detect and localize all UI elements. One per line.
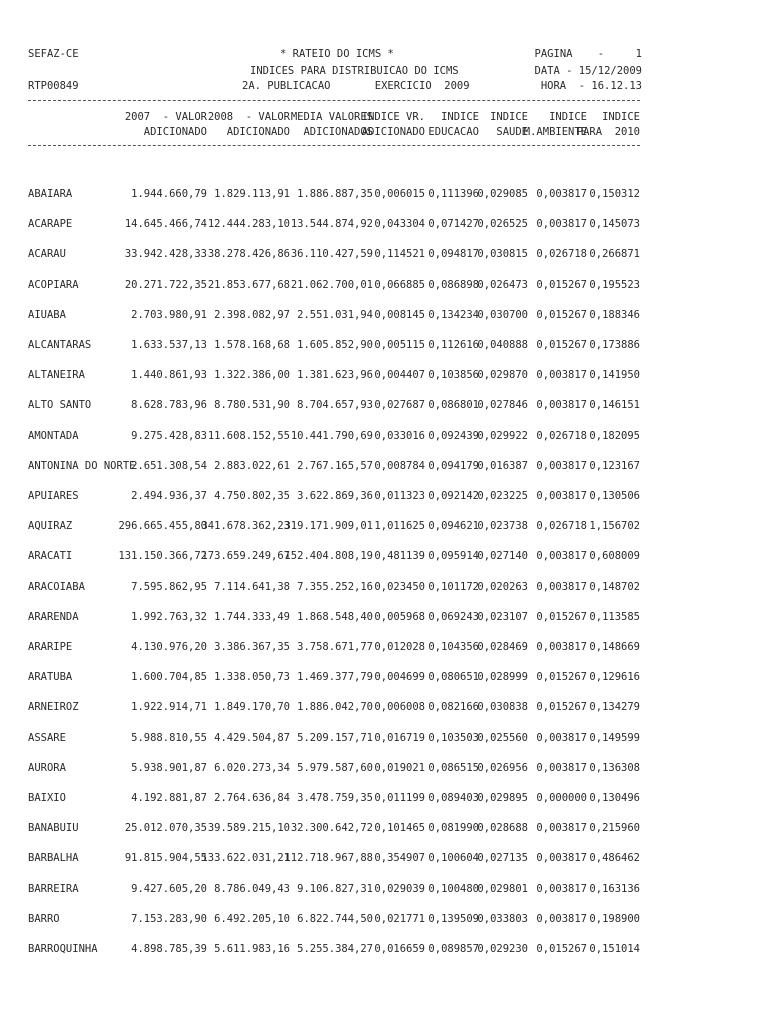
table-cell: 7.595.862,95 — [131, 581, 207, 593]
table-cell: 0,066885 — [374, 279, 425, 291]
table-cell: 0,043304 — [374, 218, 425, 230]
table-cell: 2.551.031,94 — [297, 309, 373, 321]
table-cell: 1.381.623,96 — [297, 369, 373, 381]
table-row — [28, 762, 640, 776]
table-cell: 0,028688 — [477, 822, 528, 834]
table-cell: 0,151014 — [589, 943, 640, 955]
table-cell: 1.338.050,73 — [214, 671, 290, 683]
table-cell: 0,030700 — [477, 309, 528, 321]
table-cell: 0,016387 — [477, 460, 528, 472]
table-cell: 0,354907 — [374, 852, 425, 864]
table-cell: 2.764.636,84 — [214, 792, 290, 804]
table-cell: 0,019021 — [374, 762, 425, 774]
table-cell: 1.992.763,32 — [131, 611, 207, 623]
table-cell: 0,104356 — [428, 641, 479, 653]
table-row — [28, 671, 640, 685]
table-cell: 0,026525 — [477, 218, 528, 230]
column-header-line-1: INDICE — [441, 111, 479, 123]
table-cell: 0,134234 — [428, 309, 479, 321]
table-cell: 3.758.671,77 — [297, 641, 373, 653]
table-row — [28, 218, 640, 232]
table-cell: 3.478.759,35 — [297, 792, 373, 804]
table-cell: 0,015267 — [536, 701, 587, 713]
municipality-name: ARARENDA — [28, 611, 79, 623]
table-row — [28, 641, 640, 655]
table-cell: 1.600.704,85 — [131, 671, 207, 683]
table-cell: 0,027135 — [477, 852, 528, 864]
table-cell: 4.429.504,87 — [214, 732, 290, 744]
table-cell: 9.106.827,31 — [297, 883, 373, 895]
table-cell: 133.622.031,21 — [201, 852, 290, 864]
table-cell: 0,130496 — [589, 792, 640, 804]
table-cell: 0,006015 — [374, 188, 425, 200]
table-cell: 0,003817 — [536, 490, 587, 502]
table-cell: 1,156702 — [589, 520, 640, 532]
table-row — [28, 279, 640, 293]
table-cell: 173.659.249,67 — [201, 550, 290, 562]
table-cell: 11.608.152,55 — [207, 430, 290, 442]
table-cell: 1.886.887,35 — [297, 188, 373, 200]
table-cell: 0,112616 — [428, 339, 479, 351]
table-cell: 0,029895 — [477, 792, 528, 804]
municipality-name: ACARAPE — [28, 218, 73, 230]
top-divider — [28, 100, 640, 103]
table-cell: 3.386.367,35 — [214, 641, 290, 653]
report-title: * RATEIO DO ICMS * — [280, 48, 394, 60]
table-cell: 4.130.976,20 — [131, 641, 207, 653]
table-cell: 0,015267 — [536, 671, 587, 683]
table-row — [28, 369, 640, 383]
municipality-name: ARACATI — [28, 550, 73, 562]
table-cell: 0,023225 — [477, 490, 528, 502]
header-line-1 — [28, 48, 642, 62]
column-header-line-1: INDICE — [490, 111, 528, 123]
table-cell: 2.494.936,37 — [131, 490, 207, 502]
table-cell: 0,148702 — [589, 581, 640, 593]
table-cell: 8.780.531,90 — [214, 399, 290, 411]
report-subtitle: INDICES PARA DISTRIBUICAO DO ICMS — [250, 65, 459, 77]
table-cell: 4.750.802,35 — [214, 490, 290, 502]
table-cell: 0,011199 — [374, 792, 425, 804]
table-cell: 0,215960 — [589, 822, 640, 834]
municipality-name: ALTANEIRA — [28, 369, 85, 381]
table-cell: 91.815.904,55 — [124, 852, 207, 864]
table-cell: 20.271.722,35 — [124, 279, 207, 291]
municipality-name: ASSARE — [28, 732, 66, 744]
table-cell: 0,608009 — [589, 550, 640, 562]
municipality-name: APUIARES — [28, 490, 79, 502]
table-cell: 0,003817 — [536, 822, 587, 834]
table-cell: 0,003817 — [536, 913, 587, 925]
table-cell: 6.822.744,50 — [297, 913, 373, 925]
table-cell: 21.853.677,68 — [207, 279, 290, 291]
municipality-name: ARACOIABA — [28, 581, 85, 593]
table-cell: 0,015267 — [536, 339, 587, 351]
table-cell: 0,146151 — [589, 399, 640, 411]
table-cell: 1.744.333,49 — [214, 611, 290, 623]
table-cell: 0,069243 — [428, 611, 479, 623]
table-cell: 0,025560 — [477, 732, 528, 744]
column-header-line-2: EDUCACAO — [428, 126, 479, 138]
table-cell: 8.628.783,96 — [131, 399, 207, 411]
table-cell: 131.150.366,72 — [118, 550, 207, 562]
column-header-line-2: PARA 2010 — [576, 126, 640, 138]
table-cell: 112.718.967,88 — [284, 852, 373, 864]
table-cell: 0,003817 — [536, 762, 587, 774]
table-cell: 0,003817 — [536, 188, 587, 200]
municipality-name: BANABUIU — [28, 822, 79, 834]
table-cell: 0,129616 — [589, 671, 640, 683]
table-cell: 0,094621 — [428, 520, 479, 532]
table-cell: 39.589.215,10 — [207, 822, 290, 834]
table-cell: 0,005115 — [374, 339, 425, 351]
table-cell: 0,003817 — [536, 399, 587, 411]
table-row — [28, 188, 640, 202]
table-cell: 0,100604 — [428, 852, 479, 864]
column-header-line-1: INDICE VR. — [361, 111, 425, 123]
table-cell: 25.012.070,35 — [124, 822, 207, 834]
municipality-name: ARATUBA — [28, 671, 73, 683]
column-header — [428, 110, 479, 140]
table-cell: 2.767.165,57 — [297, 460, 373, 472]
table-cell: 0,026718 — [536, 248, 587, 260]
table-cell: 0,011323 — [374, 490, 425, 502]
table-cell: 5.255.384,27 — [297, 943, 373, 955]
table-cell: 0,101172 — [428, 581, 479, 593]
table-row — [28, 792, 640, 806]
table-row — [28, 339, 640, 353]
table-cell: 6.492.205,10 — [214, 913, 290, 925]
municipality-name: BARBALHA — [28, 852, 79, 864]
table-cell: 8.704.657,93 — [297, 399, 373, 411]
municipality-name: BARREIRA — [28, 883, 79, 895]
table-cell: 0,136308 — [589, 762, 640, 774]
table-cell: 2.651.308,54 — [131, 460, 207, 472]
municipality-name: ANTONINA DO NORTE — [28, 460, 136, 472]
table-cell: 0,100480 — [428, 883, 479, 895]
table-row — [28, 611, 640, 625]
table-cell: 4.192.881,87 — [131, 792, 207, 804]
table-cell: 0,000000 — [536, 792, 587, 804]
column-header — [362, 110, 425, 140]
table-cell: 0,015267 — [536, 611, 587, 623]
table-cell: 0,003817 — [536, 852, 587, 864]
table-cell: 5.938.901,87 — [131, 762, 207, 774]
table-cell: 21.062.700,01 — [290, 279, 373, 291]
table-cell: 0,026718 — [536, 430, 587, 442]
table-cell: 14.645.466,74 — [124, 218, 207, 230]
table-cell: 0,092142 — [428, 490, 479, 502]
municipality-name: AURORA — [28, 762, 66, 774]
table-cell: 0,026473 — [477, 279, 528, 291]
table-cell: 0,030838 — [477, 701, 528, 713]
column-header-line-2: ADICIONADO — [226, 126, 290, 138]
table-cell: 1.886.042,70 — [297, 701, 373, 713]
municipality-name: BAIXIO — [28, 792, 66, 804]
table-cell: 0,198900 — [589, 913, 640, 925]
table-cell: 0,103503 — [428, 732, 479, 744]
table-row — [28, 460, 640, 474]
municipality-name: BARROQUINHA — [28, 943, 98, 955]
table-row — [28, 883, 640, 897]
table-cell: 0,028999 — [477, 671, 528, 683]
table-cell: 1.922.914,71 — [131, 701, 207, 713]
municipality-name: ARARIPE — [28, 641, 73, 653]
table-cell: 5.988.810,55 — [131, 732, 207, 744]
header-line-3 — [28, 80, 642, 94]
table-cell: 319.171.909,01 — [284, 520, 373, 532]
table-cell: 33.942.428,33 — [124, 248, 207, 260]
column-header-line-1: 2008 - VALOR — [207, 111, 290, 123]
table-cell: 0,021771 — [374, 913, 425, 925]
column-header-line-1: INDICE — [602, 111, 640, 123]
municipality-name: AMONTADA — [28, 430, 79, 442]
table-cell: 0,023450 — [374, 581, 425, 593]
table-cell: 10.441.790,69 — [290, 430, 373, 442]
table-cell: 1.633.537,13 — [131, 339, 207, 351]
table-cell: 0,195523 — [589, 279, 640, 291]
table-cell: 0,020263 — [477, 581, 528, 593]
table-row — [28, 822, 640, 836]
table-cell: 1.578.168,68 — [214, 339, 290, 351]
table-cell: 0,003817 — [536, 369, 587, 381]
table-cell: 0,094817 — [428, 248, 479, 260]
table-cell: 0,173886 — [589, 339, 640, 351]
table-cell: 0,003817 — [536, 883, 587, 895]
table-cell: 0,266871 — [589, 248, 640, 260]
table-cell: 1.849.170,70 — [214, 701, 290, 713]
table-cell: 0,101465 — [374, 822, 425, 834]
table-row — [28, 581, 640, 595]
table-cell: 0,027140 — [477, 550, 528, 562]
table-cell: 8.786.049,43 — [214, 883, 290, 895]
table-cell: 0,016719 — [374, 732, 425, 744]
table-cell: 0,080651 — [428, 671, 479, 683]
table-cell: 0,033016 — [374, 430, 425, 442]
table-cell: 0,141950 — [589, 369, 640, 381]
table-row — [28, 399, 640, 413]
table-cell: 0,182095 — [589, 430, 640, 442]
table-row — [28, 701, 640, 715]
table-cell: 0,089857 — [428, 943, 479, 955]
municipality-name: AQUIRAZ — [28, 520, 73, 532]
table-cell: 0,015267 — [536, 279, 587, 291]
table-cell: 0,004699 — [374, 671, 425, 683]
table-cell: 0,481139 — [374, 550, 425, 562]
table-cell: 4.898.785,39 — [131, 943, 207, 955]
table-cell: 0,026956 — [477, 762, 528, 774]
table-cell: 1.469.377,79 — [297, 671, 373, 683]
report-date: DATA - 15/12/2009 — [534, 65, 642, 77]
table-cell: 9.427.605,20 — [131, 883, 207, 895]
table-cell: 0,003817 — [536, 581, 587, 593]
table-cell: 152.404.808,19 — [284, 550, 373, 562]
table-cell: 9.275.428,83 — [131, 430, 207, 442]
table-cell: 1.829.113,91 — [214, 188, 290, 200]
header-line-2 — [28, 65, 642, 79]
table-cell: 6.020.273,34 — [214, 762, 290, 774]
table-cell: 1.605.852,90 — [297, 339, 373, 351]
table-row — [28, 490, 640, 504]
table-cell: 0,111396 — [428, 188, 479, 200]
table-row — [28, 852, 640, 866]
report-code: RTP00849 — [28, 80, 79, 92]
table-cell: 2.398.082,97 — [214, 309, 290, 321]
municipality-name: AIUABA — [28, 309, 66, 321]
table-cell: 13.544.874,92 — [290, 218, 373, 230]
table-cell: 3.622.869,36 — [297, 490, 373, 502]
table-cell: 1.322.386,00 — [214, 369, 290, 381]
table-cell: 0,030815 — [477, 248, 528, 260]
table-cell: 0,023738 — [477, 520, 528, 532]
table-cell: 0,188346 — [589, 309, 640, 321]
table-cell: 0,026718 — [536, 520, 587, 532]
table-cell: 0,123167 — [589, 460, 640, 472]
table-cell: 2.703.980,91 — [131, 309, 207, 321]
table-cell: 0,486462 — [589, 852, 640, 864]
table-cell: 0,029230 — [477, 943, 528, 955]
table-cell: 0,006008 — [374, 701, 425, 713]
table-cell: 0,027687 — [374, 399, 425, 411]
report-time: HORA - 16.12.13 — [540, 80, 642, 92]
table-cell: 0,029801 — [477, 883, 528, 895]
table-row — [28, 943, 640, 957]
table-cell: 0,113585 — [589, 611, 640, 623]
table-cell: 12.444.283,10 — [207, 218, 290, 230]
table-row — [28, 520, 640, 534]
table-cell: 341.678.362,23 — [201, 520, 290, 532]
table-cell: 0,029039 — [374, 883, 425, 895]
table-cell: 0,086515 — [428, 762, 479, 774]
column-header — [577, 110, 640, 140]
table-cell: 7.114.641,38 — [214, 581, 290, 593]
table-row — [28, 550, 640, 564]
table-cell: 0,040888 — [477, 339, 528, 351]
table-row — [28, 430, 640, 444]
table-cell: 0,148669 — [589, 641, 640, 653]
municipality-name: ARNEIROZ — [28, 701, 79, 713]
table-cell: 0,082166 — [428, 701, 479, 713]
table-cell: 1.944.660,79 — [131, 188, 207, 200]
table-cell: 5.209.157,71 — [297, 732, 373, 744]
table-cell: 0,023107 — [477, 611, 528, 623]
table-cell: 0,008145 — [374, 309, 425, 321]
column-header — [291, 110, 373, 140]
table-cell: 0,149599 — [589, 732, 640, 744]
table-cell: 0,005968 — [374, 611, 425, 623]
table-cell: 0,094179 — [428, 460, 479, 472]
table-cell: 5.979.587,60 — [297, 762, 373, 774]
table-row — [28, 732, 640, 746]
column-header-line-2: ADICIONADO — [143, 126, 207, 138]
table-cell: 0,134279 — [589, 701, 640, 713]
table-cell: 0,086801 — [428, 399, 479, 411]
table-row — [28, 913, 640, 927]
column-header-line-2: M.AMBIENTE — [523, 126, 587, 138]
column-header-line-1: INDICE — [549, 111, 587, 123]
publication-info: 2A. PUBLICACAO EXERCICIO 2009 — [242, 80, 470, 92]
table-cell: 0,033803 — [477, 913, 528, 925]
table-cell: 0,145073 — [589, 218, 640, 230]
table-cell: 0,003817 — [536, 550, 587, 562]
table-cell: 2.883.022,61 — [214, 460, 290, 472]
table-row — [28, 309, 640, 323]
table-cell: 0,095914 — [428, 550, 479, 562]
table-cell: 5.611.983,16 — [214, 943, 290, 955]
table-cell: 0,114521 — [374, 248, 425, 260]
table-cell: 1.868.548,40 — [297, 611, 373, 623]
column-header-line-1: MEDIA VALORES — [290, 111, 373, 123]
column-header-line-2: SAUDE — [496, 126, 528, 138]
municipality-name: ALCANTARAS — [28, 339, 92, 351]
table-cell: 0,027846 — [477, 399, 528, 411]
table-cell: 0,130506 — [589, 490, 640, 502]
table-cell: 0,003817 — [536, 732, 587, 744]
column-header — [490, 110, 528, 140]
column-header-line-1: 2007 - VALOR — [124, 111, 207, 123]
table-cell: 0,086898 — [428, 279, 479, 291]
table-cell: 0,003817 — [536, 218, 587, 230]
column-header — [208, 110, 290, 140]
table-cell: 0,004407 — [374, 369, 425, 381]
table-cell: 0,089403 — [428, 792, 479, 804]
table-cell: 0,003817 — [536, 460, 587, 472]
column-header-line-2: ADICIONADO — [361, 126, 425, 138]
table-cell: 0,139509 — [428, 913, 479, 925]
municipality-name: ABAIARA — [28, 188, 73, 200]
table-cell: 0,163136 — [589, 883, 640, 895]
column-header — [125, 110, 207, 140]
municipality-name: BARRO — [28, 913, 60, 925]
table-cell: 38.278.426,86 — [207, 248, 290, 260]
table-cell: 0,071427 — [428, 218, 479, 230]
page-number: PAGINA - 1 — [534, 48, 642, 60]
table-cell: 0,150312 — [589, 188, 640, 200]
table-cell: 0,081990 — [428, 822, 479, 834]
table-row — [28, 248, 640, 262]
table-cell: 0,015267 — [536, 309, 587, 321]
column-header-line-2: ADICIONADOS — [303, 126, 373, 138]
agency-label: SEFAZ-CE — [28, 48, 79, 60]
table-cell: 32.300.642,72 — [290, 822, 373, 834]
table-cell: 0,029922 — [477, 430, 528, 442]
table-cell: 1.440.861,93 — [131, 369, 207, 381]
table-cell: 0,012028 — [374, 641, 425, 653]
table-cell: 0,103856 — [428, 369, 479, 381]
table-cell: 1,011625 — [374, 520, 425, 532]
table-cell: 0,029085 — [477, 188, 528, 200]
table-cell: 7.355.252,16 — [297, 581, 373, 593]
municipality-name: ALTO SANTO — [28, 399, 92, 411]
table-cell: 296.665.455,80 — [118, 520, 207, 532]
table-cell: 0,015267 — [536, 943, 587, 955]
table-cell: 0,008784 — [374, 460, 425, 472]
table-cell: 0,003817 — [536, 641, 587, 653]
header-divider — [28, 145, 640, 148]
municipality-name: ACARAU — [28, 248, 66, 260]
table-cell: 0,028469 — [477, 641, 528, 653]
table-cell: 36.110.427,59 — [290, 248, 373, 260]
municipality-name: ACOPIARA — [28, 279, 79, 291]
table-cell: 0,016659 — [374, 943, 425, 955]
table-cell: 0,092439 — [428, 430, 479, 442]
table-cell: 7.153.283,90 — [131, 913, 207, 925]
table-cell: 0,029870 — [477, 369, 528, 381]
